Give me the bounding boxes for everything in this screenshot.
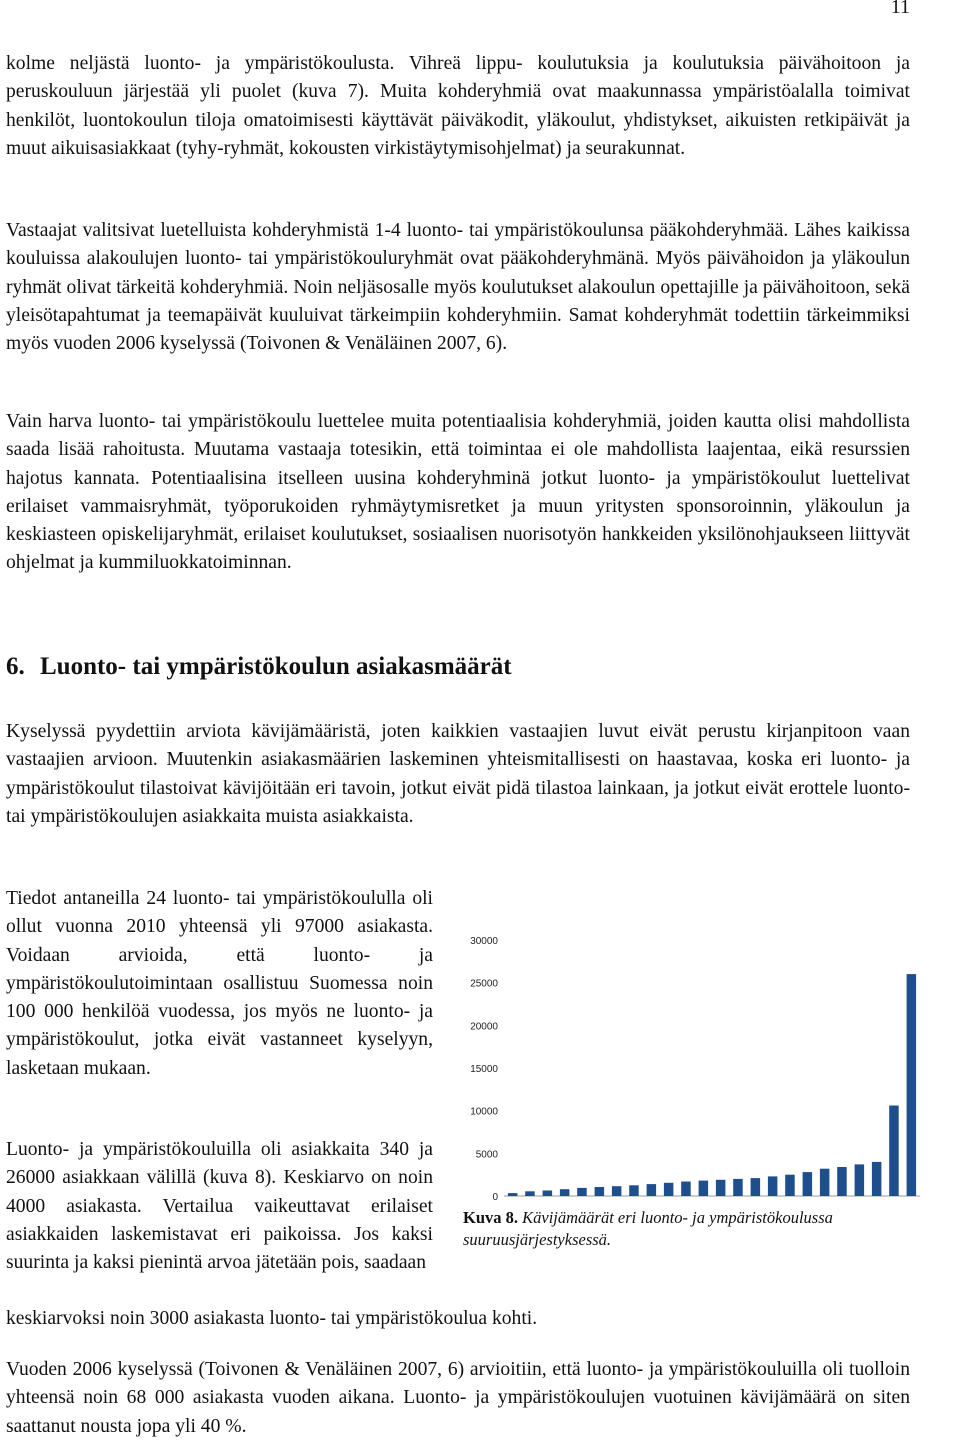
bar [716, 1180, 726, 1196]
bar [768, 1176, 778, 1196]
bar [907, 974, 917, 1196]
paragraph-potential-groups: Vain harva luonto- tai ympäristökoulu luettelee muita potentiaalisia kohderyhmiä, joiden kautta olisi mahdollista saada lisää rahoitusta. Muutama vastaaja totesikin, että toimintaa ei ole mahdollista laajentaa, eikä resurssien hajotus kannata. Potentiaalisina itselleen uusina kohderyhminä jotkut luonto- ja ympäristökoulut luettelivat erilaiset vammaisryhmät, työporukoiden ryhmäytymisretket ja muun yritysten sponsoroinnin, yläkoulun ja keskiasteen opiskelijaryhmät, erilaiset koulutukset, sosiaalisen nuorisotyön hankkeiden yksilönohjaukseen liittyvät ohjelmat ja kummiluokkatoiminnan. [6, 411, 910, 574]
y-tick-label: 0 [492, 1192, 498, 1203]
paragraph-main-target-groups: Vastaajat valitsivat luetelluista kohderyhmistä 1-4 luonto- tai ympäristökoulunsa pääkohderyhmää. Lähes kaikissa kouluissa alakoulujen luonto- tai ympäristökouluryhmät ovat pääkohderyhmänä. Myös päivähoidon ja yläkoulun ryhmät olivat tärkeitä kohderyhmiä. Noin neljäsosalle myös koulutukset alakoulun opettajille ja päivähoitoon, sekä yleisötapahtumat ja teemapäivät kuuluivat tärkeimpiin kohderyhmiin. Samat kohderyhmät todettiin tärkeimmiksi myös vuoden 2006 kyselyssä (Toivonen & Venäläinen 2007, 6). [6, 220, 910, 355]
bar [751, 1178, 761, 1196]
bar [629, 1185, 639, 1196]
bar [681, 1182, 691, 1197]
bar [577, 1188, 587, 1196]
bar [785, 1175, 795, 1196]
bar [525, 1191, 535, 1196]
bar [820, 1169, 830, 1196]
y-tick-label: 5000 [475, 1149, 498, 1161]
y-tick-label: 30000 [470, 936, 498, 947]
bar [647, 1184, 657, 1196]
figure-text: Kävijämäärät eri luonto- ja ympäristökoulussa suuruusjärjestyksessä. [463, 1208, 833, 1249]
y-tick-label: 15000 [470, 1064, 498, 1075]
bar [872, 1162, 882, 1196]
section-number: 6. [6, 653, 25, 680]
y-tick-label: 25000 [470, 978, 498, 990]
section-title: Luonto- tai ympäristökoulun asiakasmäärät [40, 653, 512, 680]
paragraph-2006-comparison: Vuoden 2006 kyselyssä (Toivonen & Venäläinen 2007, 6) arvioitiin, että luonto- ja ympäristökouluilla oli tuolloin yhteensä noin 68 000 asiakasta vuoden aikana. Luonto- ja ympäristökoulujen vuotuinen kävijämäärä on siten saattanut nousta jopa yli 40 %. [6, 1359, 910, 1437]
paragraph-total-visitors: Tiedot antaneilla 24 luonto- tai ympäristökoululla oli ollut vuonna 2010 yhteensä yli 97000 asiakasta. Voidaan arvioida, että luonto- ja ympäristökoulutoimintaan osallistuu Suomessa noin 100 000 henkilöä vuodessa, jos myös ne luonto- ja ympäristökoulut, jotka eivät vastanneet kyselyyn, lasketaan mukaan. [6, 888, 433, 1079]
visitor-chart-svg [452, 930, 922, 1208]
paragraph-visitor-range-end: keskiarvoksi noin 3000 asiakasta luonto- tai ympäristökoulua kohti. [6, 1308, 538, 1329]
bar [733, 1179, 743, 1196]
page-number: 11 [890, 0, 910, 18]
bar [855, 1164, 865, 1196]
paragraph-visitor-range: Luonto- ja ympäristökouluilla oli asiakkaita 340 ja 26000 asiakkaan välillä (kuva 8). Keskiarvo on noin 4000 asiakasta. Vertailua vaikeuttavat erilaiset asiakkaiden laskemistavat eri paikoissa. Jos kaksi suurinta ja kaksi pienintä arvoa jätetään pois, saadaan [6, 1139, 433, 1274]
paragraph-survey-estimates: Kyselyssä pyydettiin arviota kävijämääristä, joten kaikkien vastaajien luvut eivät perustu kirjanpitoon vaan vastaajien arvioon. Muutenkin asiakasmäärien laskeminen yhteismitallisesti on haastavaa, koska eri luonto- ja ympäristökoulut tilastoivat kävijöitään eri tavoin, jotkut eivät pidä tilastoa lainkaan, ja jotkut eivät erottele luonto- tai ympäristökoulujen asiakkaita muista asiakkaista. [6, 721, 910, 827]
figure-label: Kuva 8. [463, 1208, 519, 1227]
figure-caption [463, 1207, 923, 1251]
paragraph-target-groups: kolme neljästä luonto- ja ympäristökoulusta. Vihreä lippu- koulutuksia ja koulutuksia päivähoitoon ja peruskouluun järjestää yli puolet (kuva 7). Muita kohderyhmiä ovat maakunnassa ympäristöalalla toimivat henkilöt, luontokoulun tiloja omatoimisesti käyttävät päiväkodit, yläkoulut, yhdistykset, aikuisten retkipäivät ja muut aikuisasiakkaat (tyhy-ryhmät, kokousten virkistäytymisohjelmat) ja seurakunnat. [6, 53, 910, 159]
y-tick-label: 10000 [470, 1106, 498, 1118]
bar [595, 1187, 605, 1196]
visitor-chart [452, 930, 922, 1208]
bar [664, 1183, 674, 1196]
bar [508, 1193, 518, 1196]
bar [699, 1181, 709, 1196]
bar [803, 1172, 813, 1196]
bar [543, 1191, 553, 1197]
bar [837, 1167, 847, 1196]
bar [560, 1189, 570, 1196]
bar [612, 1186, 622, 1196]
y-tick-label: 20000 [470, 1021, 498, 1033]
section-heading [6, 652, 512, 682]
bar [889, 1106, 899, 1197]
